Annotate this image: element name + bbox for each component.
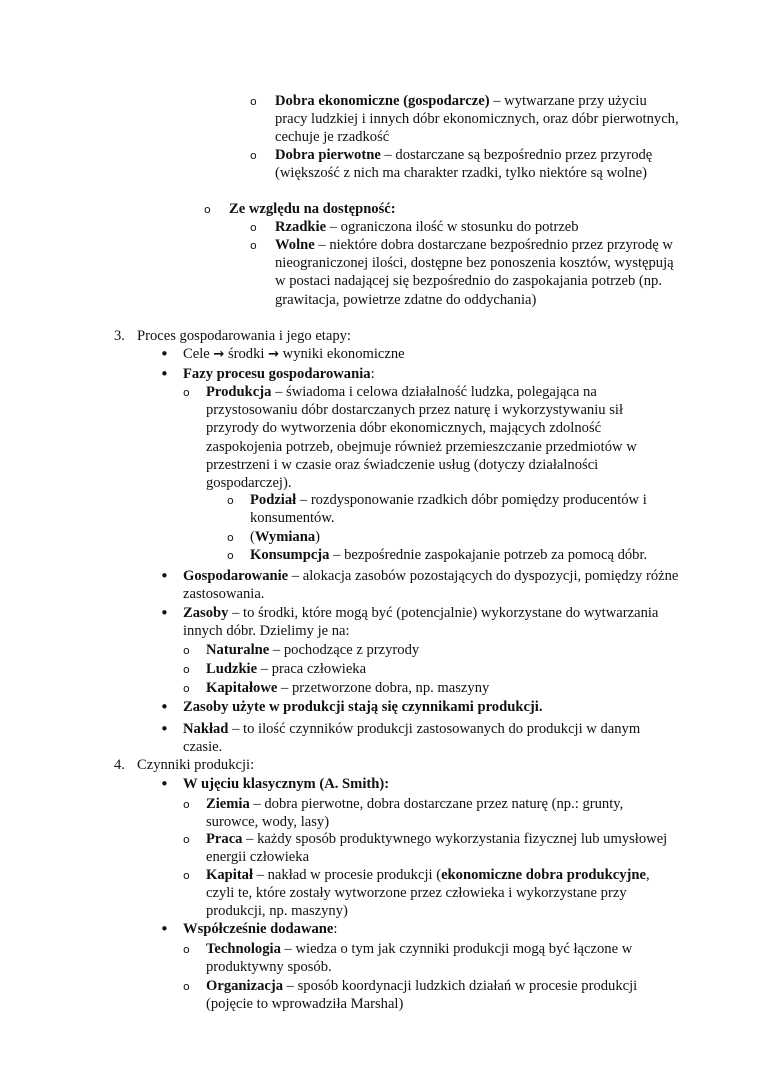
definition: – to środki, które mogą być (potencjalnie) wykorzystane do wytwarzania innych dóbr. Dzielimy je na:	[183, 605, 659, 640]
arrow-right-icon: →	[213, 347, 225, 362]
subheading: Współcześnie dodawane	[183, 921, 334, 937]
bullet-icon: •	[160, 698, 169, 716]
circle-bullet-icon: o	[227, 549, 234, 562]
bullet-icon: •	[160, 567, 169, 585]
statement: Zasoby użyte w produkcji stają się czynnikami produkcji.	[183, 699, 543, 715]
text: wyniki ekonomiczne	[279, 346, 405, 362]
term: Produkcja	[206, 384, 272, 400]
term: Kapitał	[206, 867, 254, 883]
definition: – dostarczane są bezpośrednio przez przyrodę (większość z nich ma charakter rzadki, tylko niektóre są wolne)	[275, 147, 653, 182]
definition: – bezpośrednie zaspokajanie potrzeb za pomocą dóbr.	[329, 547, 648, 563]
definition: – pochodzące z przyrody	[269, 642, 420, 658]
definition: – niektóre dobra dostarczane bezpośrednio przez przyrodę w nieograniczonej ilości, dostępne bez ponoszenia kosztów, występują w postaci nadającej się bezpośrednio do zaspokajania potrzeb (np. grawitacja, powietrze zdatne do oddychania)	[275, 237, 674, 308]
list-item	[183, 795, 678, 831]
list-item	[160, 365, 680, 383]
list-item	[227, 528, 687, 546]
term: Kapitałowe	[206, 680, 278, 696]
definition: – wiedza o tym jak czynniki produkcji mogą być łączone w produktywny sposób.	[206, 941, 633, 976]
circle-bullet-icon: o	[250, 149, 257, 162]
circle-bullet-icon: o	[227, 494, 234, 507]
term: Ludzkie	[206, 661, 258, 677]
list-item	[160, 698, 680, 716]
term: Konsumpcja	[250, 547, 330, 563]
list-item	[183, 866, 678, 921]
list-item	[250, 146, 680, 182]
numbered-item	[114, 756, 684, 774]
bullet-icon: •	[160, 775, 169, 793]
text: :	[370, 366, 375, 382]
definition: – sposób koordynacji ludzkich działań w procesie produkcji (pojęcie to wprowadziła Marshal)	[206, 978, 638, 1013]
term: Dobra pierwotne	[275, 147, 381, 163]
term: Naturalne	[206, 642, 270, 658]
definition: – to ilość czynników produkcji zastosowanych do produkcji w danym czasie.	[183, 721, 641, 756]
bullet-icon: •	[160, 365, 169, 383]
definition: – każdy sposób produktywnego wykorzystania fizycznej lub umysłowej energii człowieka	[206, 831, 668, 866]
definition: – praca człowieka	[257, 661, 367, 677]
circle-bullet-icon: o	[183, 386, 190, 399]
term: Organizacja	[206, 978, 284, 994]
term: Wymiana	[254, 529, 316, 545]
term: Technologia	[206, 941, 281, 957]
section-number: 3.	[114, 328, 125, 344]
list-item	[160, 920, 680, 938]
list-item	[160, 604, 680, 640]
term: Fazy procesu gospodarowania	[183, 366, 371, 382]
list-item	[183, 679, 678, 697]
list-item	[160, 775, 680, 793]
definition: – dobra pierwotne, dobra dostarczane przez naturę (np.: grunty, surowce, wody, lasy)	[206, 796, 624, 831]
arrow-right-icon: →	[268, 347, 279, 362]
bullet-icon: •	[160, 720, 169, 738]
list-item	[183, 383, 678, 492]
definition: – wytwarzane przy użyciu pracy ludzkiej i innych dóbr ekonomicznych, oraz dóbr pierwotnych, cechuje je rzadkość	[275, 93, 679, 146]
text: Cele	[183, 346, 214, 362]
circle-bullet-icon: o	[183, 798, 190, 811]
term: Praca	[206, 831, 243, 847]
list-item	[227, 491, 687, 527]
subheading: Ze względu na dostępność:	[229, 201, 396, 217]
term: Wolne	[275, 237, 315, 253]
circle-bullet-icon: o	[183, 943, 190, 956]
list-item	[204, 200, 674, 218]
term: Podział	[250, 492, 297, 508]
circle-bullet-icon: o	[250, 221, 257, 234]
bullet-icon: •	[160, 345, 169, 363]
term: Rzadkie	[275, 219, 327, 235]
circle-bullet-icon: o	[183, 833, 190, 846]
definition: – przetworzone dobra, np. maszyny	[277, 680, 490, 696]
term: Ziemia	[206, 796, 250, 812]
circle-bullet-icon: o	[204, 203, 211, 216]
text: środki	[224, 346, 269, 362]
list-item	[250, 92, 680, 147]
definition: , czyli te, które zostały wytworzone przez człowieka i wykorzystane przy produkcji, np. maszyny)	[206, 867, 650, 920]
subheading: W ujęciu klasycznym (A. Smith):	[183, 776, 390, 792]
section-title: Proces gospodarowania i jego etapy:	[137, 328, 351, 344]
circle-bullet-icon: o	[183, 644, 190, 657]
circle-bullet-icon: o	[250, 239, 257, 252]
definition: – świadoma i celowa działalność ludzka, polegająca na przystosowaniu dóbr dostarczanych przez naturę i wykorzystywaniu sił przyrody do wytworzenia dóbr ekonomicznych, mających zdolność zaspokojenia potrzeb, obejmuje również przemieszczanie przedmiotów w przestrzeni i w czasie oraz świadczenie usług (dotyczy działalności gospodarczej).	[206, 384, 637, 492]
list-item	[160, 720, 680, 756]
list-item	[250, 218, 680, 236]
definition: – ograniczona ilość w stosunku do potrzeb	[326, 219, 579, 235]
list-item	[183, 660, 678, 678]
definition: – nakład w procesie produkcji (	[253, 867, 442, 883]
text: :	[333, 921, 338, 937]
bullet-icon: •	[160, 920, 169, 938]
term: Zasoby	[183, 605, 229, 621]
term: Nakład	[183, 721, 229, 737]
numbered-item	[114, 327, 684, 345]
list-item	[160, 345, 680, 364]
list-item	[183, 641, 678, 659]
list-item	[160, 567, 680, 603]
definition: – alokacja zasobów pozostających do dyspozycji, pomiędzy różne zastosowania.	[183, 568, 679, 603]
term: Dobra ekonomiczne (gospodarcze)	[275, 93, 490, 109]
circle-bullet-icon: o	[183, 682, 190, 695]
definition: – rozdysponowanie rzadkich dóbr pomiędzy producentów i konsumentów.	[250, 492, 647, 527]
circle-bullet-icon: o	[250, 95, 257, 108]
circle-bullet-icon: o	[183, 980, 190, 993]
circle-bullet-icon: o	[183, 663, 190, 676]
text: )	[315, 529, 321, 545]
section-title: Czynniki produkcji:	[137, 757, 255, 773]
list-item	[250, 236, 680, 309]
list-item	[183, 830, 678, 866]
circle-bullet-icon: o	[183, 869, 190, 882]
list-item	[227, 546, 687, 564]
term: ekonomiczne dobra produkcyjne	[441, 867, 646, 883]
term: Gospodarowanie	[183, 568, 289, 584]
circle-bullet-icon: o	[227, 531, 234, 544]
bullet-icon: •	[160, 604, 169, 622]
list-item	[183, 977, 678, 1013]
list-item	[183, 940, 678, 976]
text: (	[250, 529, 255, 545]
section-number: 4.	[114, 757, 125, 773]
